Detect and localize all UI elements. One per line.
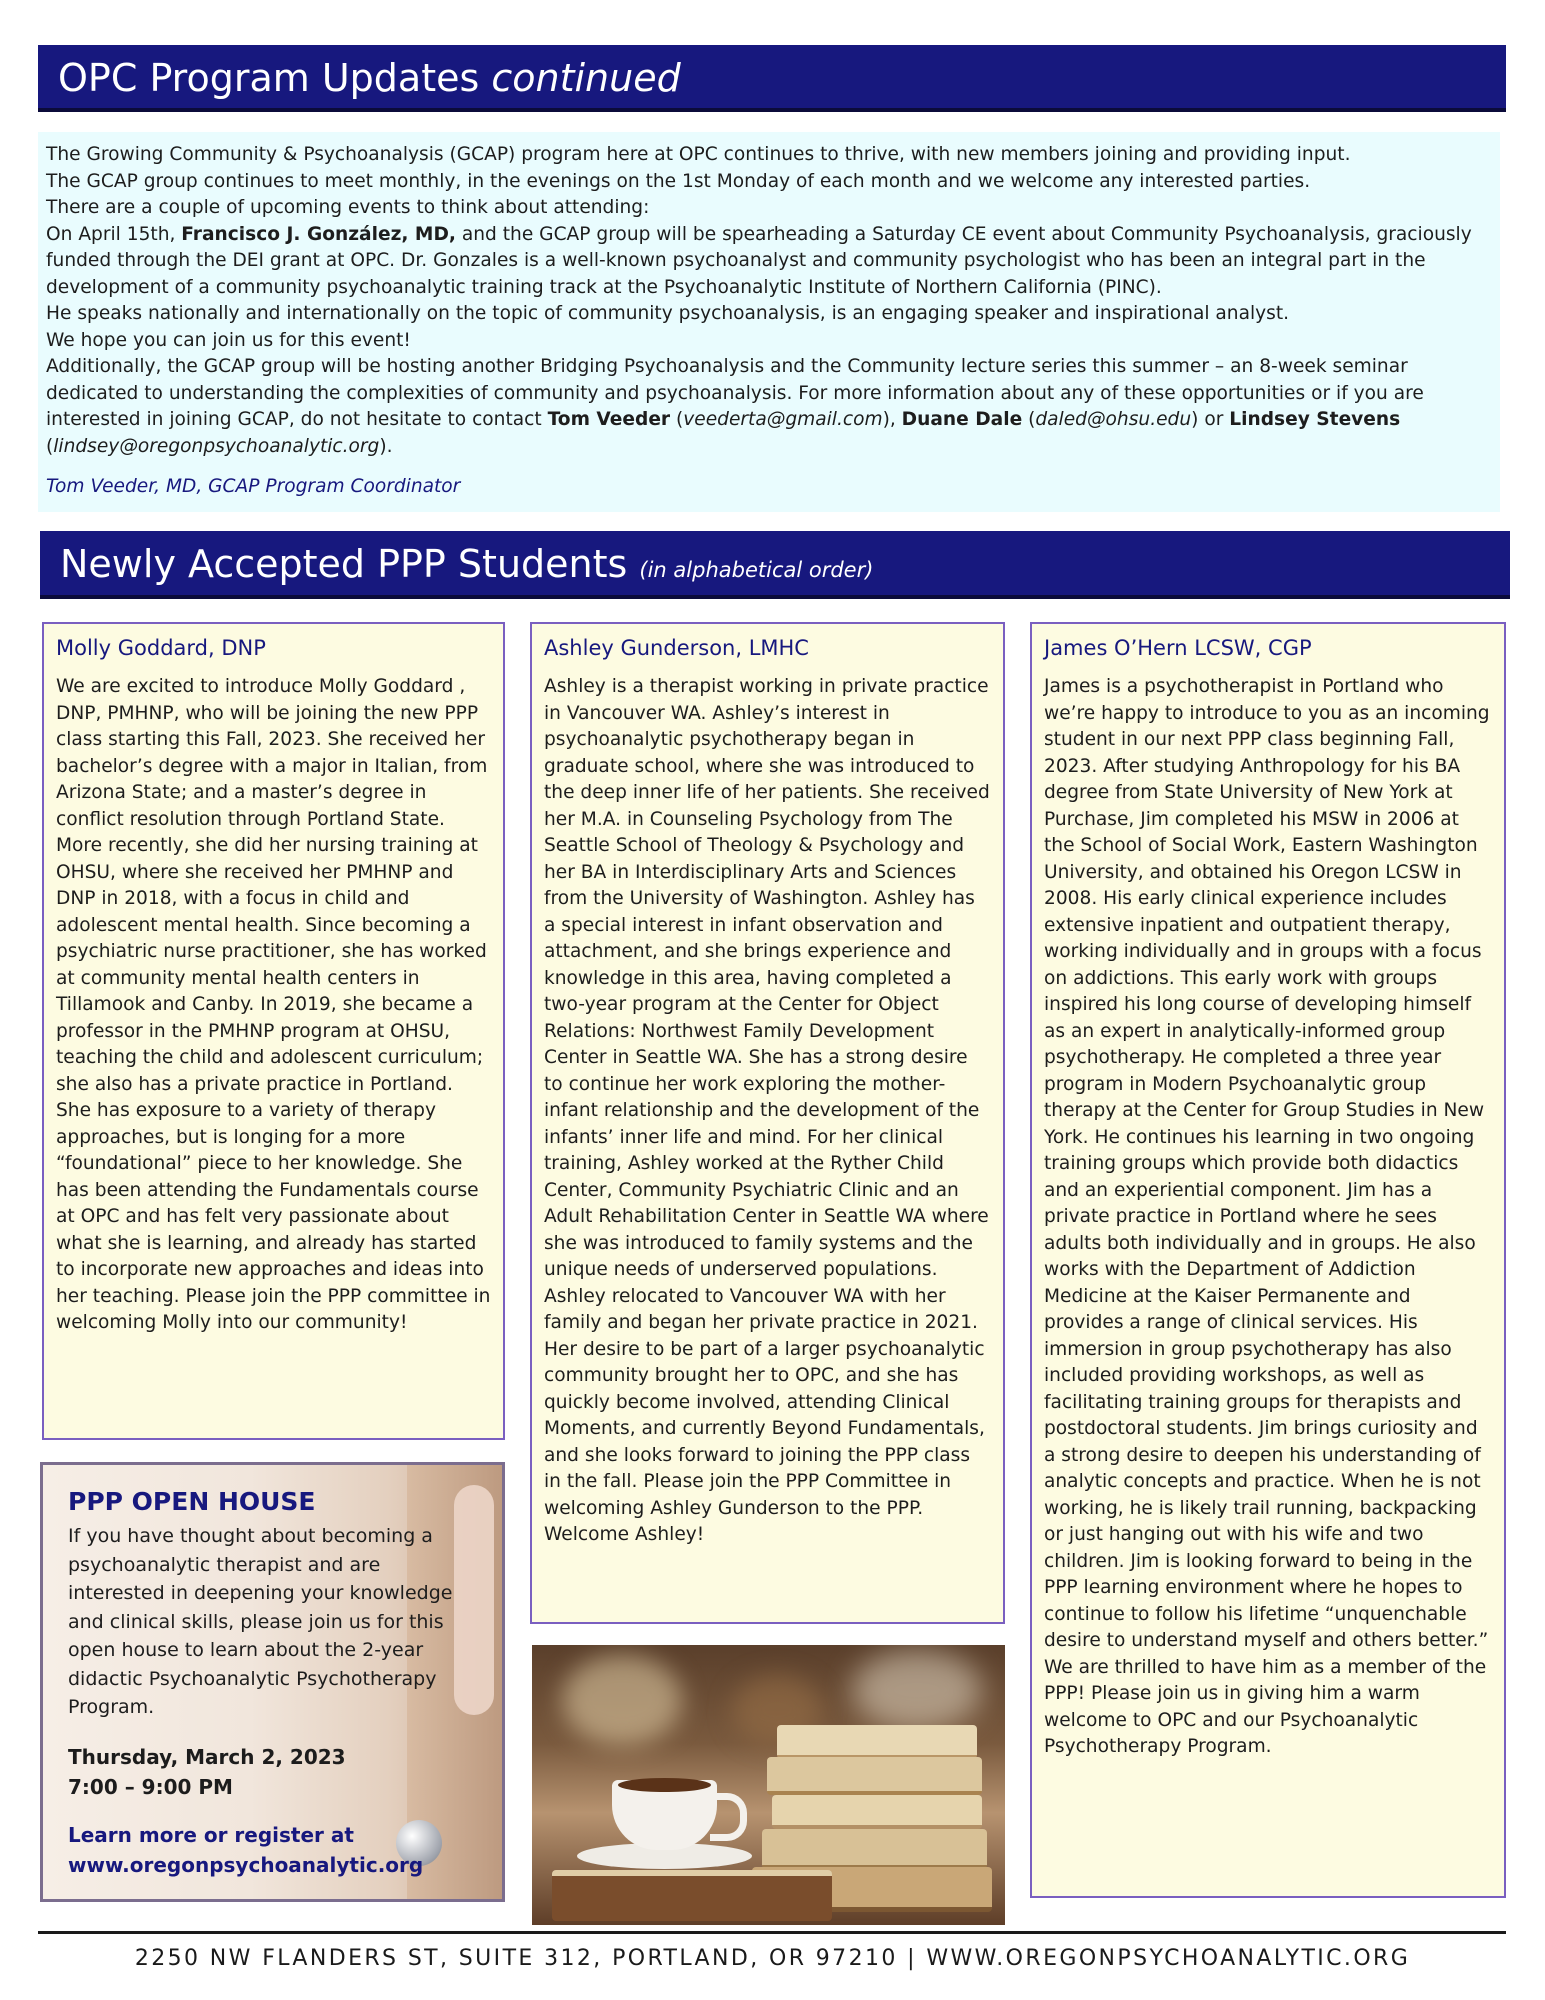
book [762, 1829, 987, 1869]
gcap-section [38, 132, 1500, 512]
student-card [530, 622, 1005, 1624]
open-house-time: 7:00 – 9:00 PM [68, 1774, 233, 1799]
student-bio: James is a psychotherapist in Portland who we’re happy to introduce to you as an incoming student in our next PPP class beginning Fall, 2023. After studying Anthropology for his BA degree from State University of New York at Purchase, Jim completed his MSW in 2006 at the School of Social Work, Eastern Washington University, and obtained his Oregon LCSW in 2008. His early clinical experience includes extensive inpatient and outpatient therapy, working individually and in groups with a focus on addictions. This early work with groups inspired his long course of developing himself as an expert in analytically-informed group psychotherapy. He completed a three year program in Modern Psychoanalytic group therapy at the Center for Group Studies in New York. He continues his learning in two ongoing training groups which provide both didactics and an experiential component. Jim has a private practice in Portland where he sees adults both individually and in groups. He also works with the Department of Addiction Medicine at the Kaiser Permanente and provides a range of clinical services. His immersion in group psychotherapy has also included providing workshops, as well as facilitating training groups for therapists and postdoctoral students. Jim brings curiosity and a strong desire to deepen his understanding of analytic concepts and practice. When he is not working, he is likely trail running, backpacking or just hanging out with his wife and two children. Jim is looking forward to being in the PPP learning environment where he hopes to continue to follow his lifetime “unquenchable desire to understand myself and others better.” We are thrilled to have him as a member of the PPP! Please join us in giving him a warm welcome to OPC and our Psychoanalytic Psychotherapy Program. [1044, 676, 1490, 1757]
page-title-continued: continued [491, 56, 681, 100]
gcap-paragraph: The Growing Community & Psychoanalysis (GCAP) program here at OPC continues to thrive, with new members joining and providing input. [46, 144, 1351, 165]
student-bio: Ashley is a therapist working in private practice in Vancouver WA. Ashley’s interest in psychoanalytic psychotherapy began in graduate school, where she was introduced to the deep inner life of her patients. She received her M.A. in Counseling Psychology from The Seattle School of Theology & Psychology and her BA in Interdisciplinary Arts and Sciences from the University of Washington. Ashley has a special interest in infant observation and attachment, and she brings experience and knowledge in this area, having completed a two-year program at the Center for Object Relations: Northwest Family Development Center in Seattle WA. She has a strong desire to continue her work exploring the mother-infant relationship and the development of the infants’ inner life and mind. For her clinical training, Ashley worked at the Ryther Child Center, Community Psychiatric Clinic and an Adult Rehabilitation Center in Seattle WA where she was introduced to family systems and the unique needs of underserved populations. Ashley relocated to Vancouver WA with her family and began her private practice in 2021. Her desire to be part of a larger psychoanalytic community brought her to OPC, and she has quickly become involved, attending Clinical Moments, and currently Beyond Fundamentals, and she looks forward to joining the PPP class in the fall. Please join the PPP Committee in welcoming Ashley Gunderson to the PPP. Welcome Ashley! [544, 676, 990, 1545]
contact-name: Tom Veeder [547, 409, 671, 430]
gcap-paragraph: He speaks nationally and internationally on the topic of community psychoanalysis, is an engaging speaker and inspirational analyst. [46, 303, 1290, 324]
section-subtitle: (in alphabetical order) [639, 558, 874, 582]
contact-email[interactable]: veederta@gmail.com [683, 409, 883, 430]
section-title: Newly Accepted PPP Students [60, 542, 628, 586]
gcap-paragraph [46, 222, 1492, 302]
footer-address: 2250 NW FLANDERS ST, SUITE 312, PORTLAND, OR 97210 | WWW.OREGONPSYCHOANALYTIC.ORG [134, 1946, 1411, 1971]
gcap-paragraph: The GCAP group continues to meet monthly, in the evenings on the 1st Monday of each month and we welcome any interested parties. [46, 170, 1311, 192]
gcap-paragraph: We hope you can join us for this event! [46, 329, 411, 351]
cup-handle [710, 1793, 747, 1841]
section-banner [40, 531, 1510, 599]
open-house-date: Thursday, March 2, 2023 [68, 1744, 346, 1769]
open-house-title: PPP OPEN HOUSE [68, 1487, 316, 1516]
gcap-signature: Tom Veeder, MD, GCAP Program Coordinator [46, 476, 461, 497]
student-bio: We are excited to introduce Molly Goddard , DNP, PMHNP, who will be joining the new PPP class starting this Fall, 2023. She received her bachelor’s degree with a major in Italian, from Arizona State; and a master’s degree in conflict resolution through Portland State. More recently, she did her nursing training at OHSU, where she received her PMHNP and DNP in 2018, with a focus in child and adolescent mental health. Since becoming a psychiatric nurse practitioner, she has worked at community mental health centers in Tillamook and Canby. In 2019, she became a professor in the PMHNP program at OHSU, teaching the child and adolescent curriculum; she also has a private practice in Portland. She has exposure to a variety of therapy approaches, but is longing for a more “foundational” piece to her knowledge. She has been attending the Fundamentals course at OPC and has felt very passionate about what she is learning, and already has started to incorporate new approaches and ideas into her teaching. Please join the PPP committee in welcoming Molly into our community! [56, 676, 491, 1333]
student-name: Molly Goddard, DNP [56, 636, 266, 660]
contact-name: Duane Dale [901, 409, 1023, 430]
book [772, 1795, 982, 1829]
gcap-paragraph: Additionally, the GCAP group will be hosting another Bridging Psychoanalysis and the Community lecture series this summer – an 8-week seminar dedicated to understanding the complexities of community and psychoanalysis. For more information about any of these opportunities or if you are interested in joining GCAP, do not hesitate to contact Tom Veeder (veederta@gmail.com), Duane Dale (daled@ohsu.edu) or Lindsey Stevens (lindsey@oregonpsychoanalytic.org). [46, 356, 1424, 457]
student-card [42, 622, 505, 1440]
gcap-text: and the GCAP group will be spearheading a Saturday CE event about Community Psychoanalysis, graciously funded through the DEI grant at OPC. Dr. Gonzales is a well-known psychoanalyst and community psychologist who has been an integral part in the development of a community psychoanalytic training track at the Psychoanalytic Institute of Northern California (PINC). [46, 223, 1472, 298]
book [777, 1725, 977, 1759]
gcap-text: or [1198, 409, 1230, 430]
student-name: James O’Hern LCSW, CGP [1044, 636, 1312, 660]
book [552, 1870, 832, 1921]
page-title: OPC Program Updates [58, 56, 480, 100]
coffee-books-photo [532, 1645, 1005, 1925]
student-name: Ashley Gunderson, LMHC [544, 636, 809, 660]
bokeh-light [852, 1650, 982, 1730]
student-card [1030, 622, 1506, 1898]
gcap-text: On April 15th, [46, 223, 182, 245]
gcap-text: Additionally, the GCAP group will be hosting another Bridging Psychoanalysis and the Community lecture series this summer – an 8-week seminar dedicated to understanding the complexities of community and psychoanalysis. For more information about any of these opportunities or if you are interested in joining GCAP, do not hesitate to contact [46, 356, 1424, 430]
speaker-name: Francisco J. González, MD, [181, 223, 456, 245]
open-house-description: If you have thought about becoming a psychoanalytic therapist and are interested in deepening your knowledge and clinical skills, please join us for this open house to learn about the 2-year didactic Psychoanalytic Psychotherapy Program. [68, 1525, 453, 1718]
page-header-banner [38, 45, 1506, 112]
contact-email[interactable]: lindsey@oregonpsychoanalytic.org [53, 435, 380, 457]
coffee [618, 1778, 711, 1792]
contact-name: Lindsey Stevens [1229, 409, 1401, 430]
contact-email[interactable]: daled@ohsu.edu [1035, 409, 1192, 430]
footer-divider [38, 1931, 1506, 1934]
bokeh-light [562, 1655, 682, 1745]
open-house-link-label: Learn more or register at [68, 1822, 354, 1847]
open-house-box [40, 1462, 505, 1902]
gcap-paragraph: There are a couple of upcoming events to think about attending: [46, 197, 650, 218]
open-house-link[interactable]: www.oregonpsychoanalytic.org [68, 1852, 424, 1877]
book [767, 1757, 982, 1795]
